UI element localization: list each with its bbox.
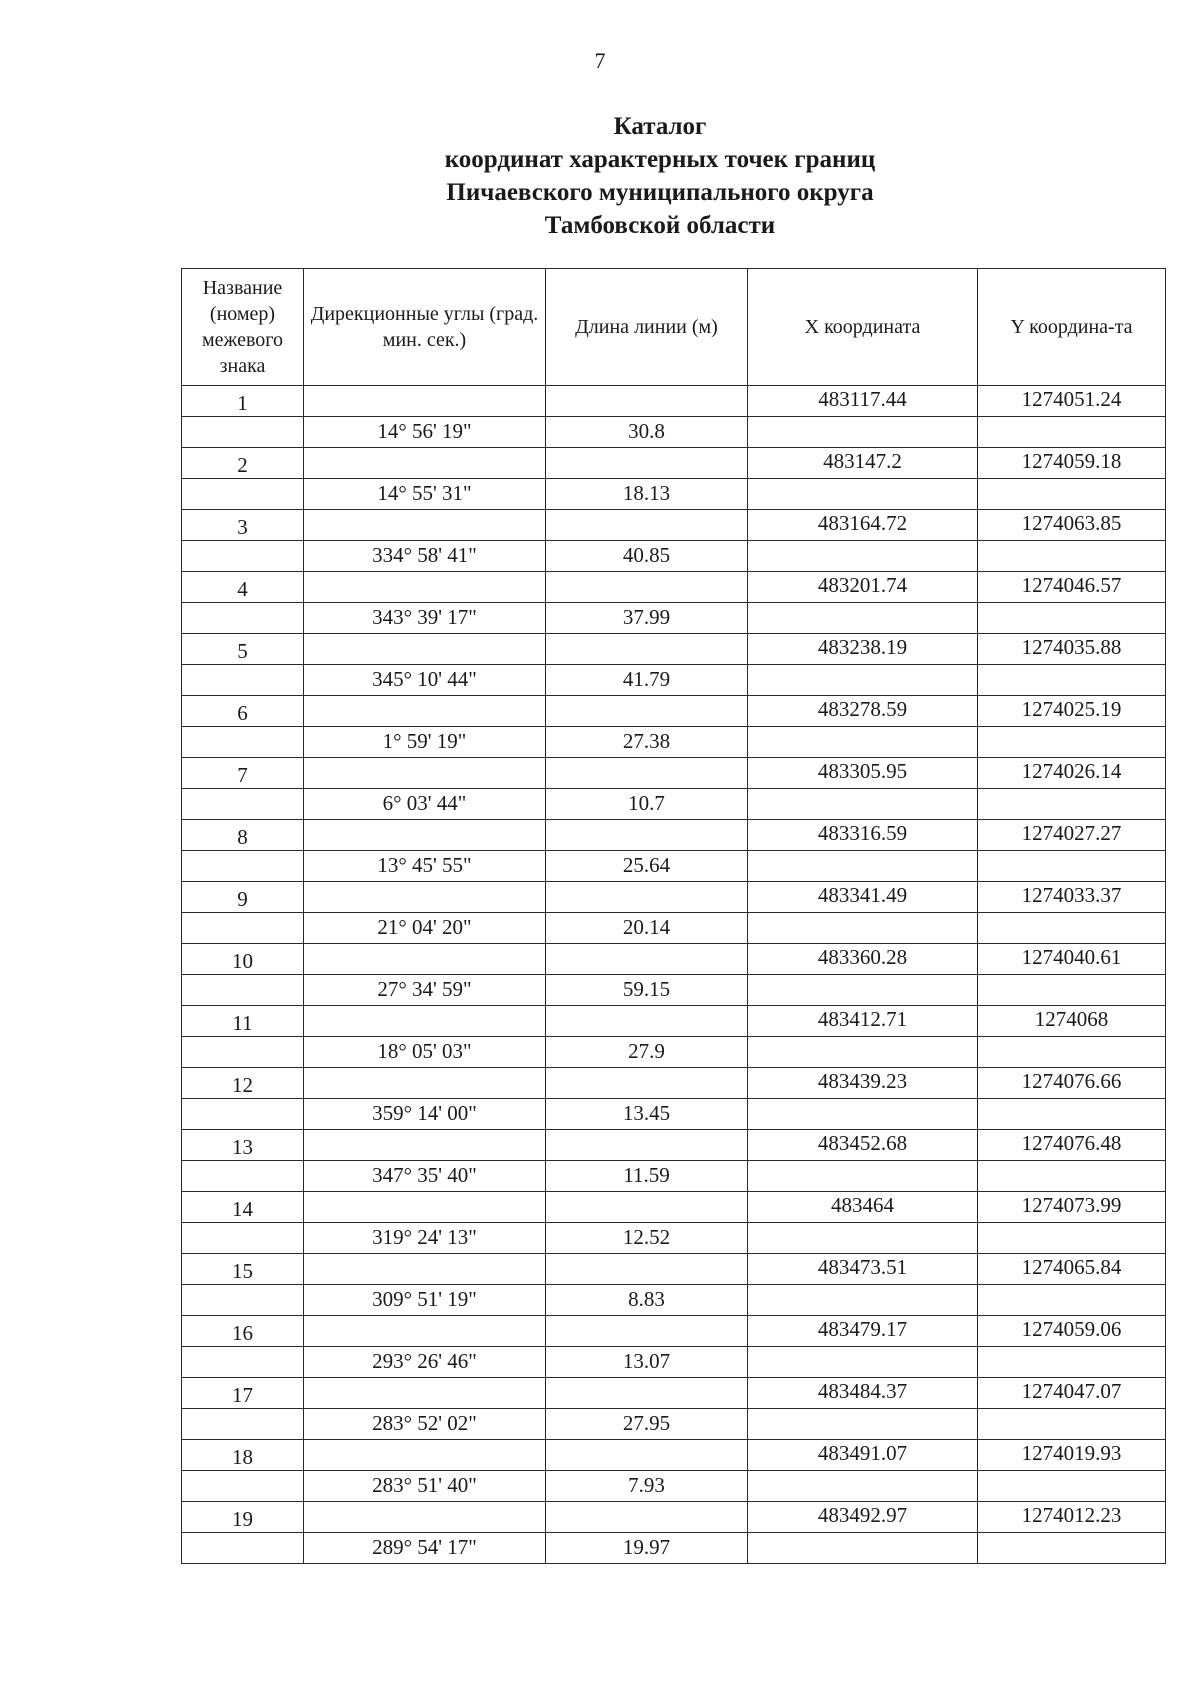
header-length: Длина линии (м) [546, 269, 748, 386]
line-length: 18.13 [546, 479, 748, 510]
direction-angle: 293° 26' 46" [304, 1347, 546, 1378]
empty-cell [182, 479, 304, 510]
line-length: 13.07 [546, 1347, 748, 1378]
line-length: 40.85 [546, 541, 748, 572]
empty-cell [748, 479, 978, 510]
direction-angle: 283° 51' 40" [304, 1471, 546, 1502]
direction-angle: 283° 52' 02" [304, 1409, 546, 1440]
empty-cell [304, 1006, 546, 1037]
empty-cell [978, 851, 1166, 882]
line-length: 30.8 [546, 417, 748, 448]
empty-cell [182, 603, 304, 634]
empty-cell [304, 1502, 546, 1533]
line-length: 11.59 [546, 1161, 748, 1192]
y-coordinate: 1274026.14 [978, 758, 1166, 789]
empty-cell [304, 696, 546, 727]
empty-cell [546, 1130, 748, 1161]
empty-cell [182, 1223, 304, 1254]
empty-cell [304, 758, 546, 789]
empty-cell [546, 1006, 748, 1037]
title-line-4: Тамбовской области [544, 212, 776, 239]
x-coordinate: 483473.51 [748, 1254, 978, 1285]
table-row [182, 448, 1166, 479]
empty-cell [182, 1347, 304, 1378]
empty-cell [978, 665, 1166, 696]
y-coordinate: 1274065.84 [978, 1254, 1166, 1285]
table-row [182, 1471, 1166, 1502]
empty-cell [748, 541, 978, 572]
empty-cell [978, 1223, 1166, 1254]
header-y: Y координа-та [978, 269, 1166, 386]
point-name: 1 [182, 386, 304, 417]
empty-cell [182, 975, 304, 1006]
x-coordinate: 483238.19 [748, 634, 978, 665]
table-row [182, 510, 1166, 541]
x-coordinate: 483305.95 [748, 758, 978, 789]
title-line-3: Пичаевского муниципального округа [446, 179, 874, 206]
point-name: 10 [182, 944, 304, 975]
point-name: 4 [182, 572, 304, 603]
empty-cell [978, 541, 1166, 572]
x-coordinate: 483360.28 [748, 944, 978, 975]
empty-cell [182, 1285, 304, 1316]
table-body [182, 386, 1166, 1564]
direction-angle: 21° 04' 20" [304, 913, 546, 944]
table-row [182, 1285, 1166, 1316]
y-coordinate: 1274040.61 [978, 944, 1166, 975]
x-coordinate: 483201.74 [748, 572, 978, 603]
y-coordinate: 1274019.93 [978, 1440, 1166, 1471]
page-number: 7 [594, 48, 606, 73]
table-row [182, 541, 1166, 572]
y-coordinate: 1274076.66 [978, 1068, 1166, 1099]
table-row [182, 913, 1166, 944]
table-row [182, 758, 1166, 789]
empty-cell [978, 1347, 1166, 1378]
y-coordinate: 1274012.23 [978, 1502, 1166, 1533]
point-name: 13 [182, 1130, 304, 1161]
empty-cell [304, 386, 546, 417]
title-line-1: Каталог [613, 113, 707, 140]
empty-cell [978, 975, 1166, 1006]
header-x: X координата [748, 269, 978, 386]
x-coordinate: 483278.59 [748, 696, 978, 727]
table-row [182, 603, 1166, 634]
table-row [182, 1192, 1166, 1223]
empty-cell [304, 1378, 546, 1409]
empty-cell [182, 1471, 304, 1502]
direction-angle: 18° 05' 03" [304, 1037, 546, 1068]
table-row [182, 944, 1166, 975]
table-row [182, 1099, 1166, 1130]
empty-cell [748, 665, 978, 696]
empty-cell [182, 665, 304, 696]
table-row [182, 1130, 1166, 1161]
empty-cell [546, 1254, 748, 1285]
line-length: 27.95 [546, 1409, 748, 1440]
empty-cell [546, 634, 748, 665]
empty-cell [546, 758, 748, 789]
point-name: 19 [182, 1502, 304, 1533]
table-row [182, 634, 1166, 665]
direction-angle: 13° 45' 55" [304, 851, 546, 882]
y-coordinate: 1274027.27 [978, 820, 1166, 851]
point-name: 17 [182, 1378, 304, 1409]
document-title [0, 110, 1200, 242]
direction-angle: 1° 59' 19" [304, 727, 546, 758]
x-coordinate: 483492.97 [748, 1502, 978, 1533]
y-coordinate: 1274033.37 [978, 882, 1166, 913]
empty-cell [748, 1409, 978, 1440]
y-coordinate: 1274076.48 [978, 1130, 1166, 1161]
direction-angle: 319° 24' 13" [304, 1223, 546, 1254]
empty-cell [182, 1099, 304, 1130]
table-row [182, 975, 1166, 1006]
direction-angle: 14° 55' 31" [304, 479, 546, 510]
empty-cell [978, 1533, 1166, 1564]
empty-cell [748, 1285, 978, 1316]
table-row [182, 1347, 1166, 1378]
table-row [182, 727, 1166, 758]
empty-cell [978, 479, 1166, 510]
empty-cell [304, 1068, 546, 1099]
coordinates-table [181, 268, 1166, 1564]
table-header-row [182, 269, 1166, 386]
direction-angle: 289° 54' 17" [304, 1533, 546, 1564]
empty-cell [748, 789, 978, 820]
empty-cell [182, 727, 304, 758]
table-row [182, 1409, 1166, 1440]
x-coordinate: 483464 [748, 1192, 978, 1223]
table-row [182, 665, 1166, 696]
y-coordinate: 1274059.18 [978, 448, 1166, 479]
empty-cell [978, 913, 1166, 944]
empty-cell [304, 1316, 546, 1347]
header-name: Название (номер) межевого знака [182, 269, 304, 386]
point-name: 14 [182, 1192, 304, 1223]
empty-cell [182, 1409, 304, 1440]
table-row [182, 1316, 1166, 1347]
empty-cell [978, 1037, 1166, 1068]
empty-cell [978, 789, 1166, 820]
point-name: 18 [182, 1440, 304, 1471]
y-coordinate: 1274051.24 [978, 386, 1166, 417]
table-row [182, 1378, 1166, 1409]
empty-cell [546, 386, 748, 417]
table-row [182, 386, 1166, 417]
empty-cell [748, 603, 978, 634]
point-name: 3 [182, 510, 304, 541]
point-name: 6 [182, 696, 304, 727]
table-row [182, 820, 1166, 851]
line-length: 59.15 [546, 975, 748, 1006]
empty-cell [978, 603, 1166, 634]
empty-cell [546, 1192, 748, 1223]
x-coordinate: 483341.49 [748, 882, 978, 913]
empty-cell [304, 820, 546, 851]
y-coordinate: 1274063.85 [978, 510, 1166, 541]
empty-cell [546, 1440, 748, 1471]
empty-cell [978, 1285, 1166, 1316]
line-length: 27.38 [546, 727, 748, 758]
point-name: 9 [182, 882, 304, 913]
empty-cell [748, 975, 978, 1006]
line-length: 41.79 [546, 665, 748, 696]
direction-angle: 359° 14' 00" [304, 1099, 546, 1130]
empty-cell [182, 789, 304, 820]
point-name: 2 [182, 448, 304, 479]
x-coordinate: 483484.37 [748, 1378, 978, 1409]
empty-cell [978, 1409, 1166, 1440]
line-length: 10.7 [546, 789, 748, 820]
direction-angle: 347° 35' 40" [304, 1161, 546, 1192]
y-coordinate: 1274046.57 [978, 572, 1166, 603]
empty-cell [304, 1254, 546, 1285]
empty-cell [546, 572, 748, 603]
empty-cell [748, 851, 978, 882]
direction-angle: 27° 34' 59" [304, 975, 546, 1006]
line-length: 27.9 [546, 1037, 748, 1068]
direction-angle: 345° 10' 44" [304, 665, 546, 696]
empty-cell [546, 1502, 748, 1533]
table-row [182, 1254, 1166, 1285]
direction-angle: 343° 39' 17" [304, 603, 546, 634]
empty-cell [546, 696, 748, 727]
direction-angle: 309° 51' 19" [304, 1285, 546, 1316]
x-coordinate: 483491.07 [748, 1440, 978, 1471]
y-coordinate: 1274035.88 [978, 634, 1166, 665]
point-name: 15 [182, 1254, 304, 1285]
line-length: 8.83 [546, 1285, 748, 1316]
table-row [182, 1068, 1166, 1099]
x-coordinate: 483439.23 [748, 1068, 978, 1099]
point-name: 12 [182, 1068, 304, 1099]
line-length: 13.45 [546, 1099, 748, 1130]
table-row [182, 417, 1166, 448]
line-length: 37.99 [546, 603, 748, 634]
line-length: 12.52 [546, 1223, 748, 1254]
y-coordinate: 1274068 [978, 1006, 1166, 1037]
table-row [182, 1440, 1166, 1471]
empty-cell [304, 1440, 546, 1471]
empty-cell [748, 1161, 978, 1192]
empty-cell [304, 1130, 546, 1161]
empty-cell [304, 510, 546, 541]
direction-angle: 6° 03' 44" [304, 789, 546, 820]
empty-cell [978, 727, 1166, 758]
table-row [182, 1037, 1166, 1068]
empty-cell [978, 417, 1166, 448]
x-coordinate: 483164.72 [748, 510, 978, 541]
header-angle: Дирекционные углы (град. мин. сек.) [304, 269, 546, 386]
empty-cell [546, 1378, 748, 1409]
empty-cell [546, 882, 748, 913]
table-row [182, 479, 1166, 510]
empty-cell [304, 944, 546, 975]
empty-cell [748, 1223, 978, 1254]
empty-cell [546, 1068, 748, 1099]
empty-cell [978, 1099, 1166, 1130]
empty-cell [546, 510, 748, 541]
empty-cell [546, 1316, 748, 1347]
empty-cell [182, 417, 304, 448]
x-coordinate: 483147.2 [748, 448, 978, 479]
empty-cell [748, 913, 978, 944]
empty-cell [182, 913, 304, 944]
title-line-2: координат характерных точек границ [444, 146, 876, 173]
line-length: 20.14 [546, 913, 748, 944]
empty-cell [748, 417, 978, 448]
table-row [182, 882, 1166, 913]
empty-cell [304, 448, 546, 479]
empty-cell [546, 820, 748, 851]
y-coordinate: 1274059.06 [978, 1316, 1166, 1347]
empty-cell [978, 1471, 1166, 1502]
table-row [182, 1533, 1166, 1564]
empty-cell [748, 1533, 978, 1564]
point-name: 11 [182, 1006, 304, 1037]
table-row [182, 1502, 1166, 1533]
empty-cell [748, 1099, 978, 1130]
x-coordinate: 483117.44 [748, 386, 978, 417]
table-row [182, 1223, 1166, 1254]
empty-cell [182, 1037, 304, 1068]
empty-cell [748, 1037, 978, 1068]
line-length: 19.97 [546, 1533, 748, 1564]
y-coordinate: 1274047.07 [978, 1378, 1166, 1409]
empty-cell [748, 1347, 978, 1378]
x-coordinate: 483412.71 [748, 1006, 978, 1037]
line-length: 7.93 [546, 1471, 748, 1502]
point-name: 8 [182, 820, 304, 851]
table-row [182, 789, 1166, 820]
direction-angle: 334° 58' 41" [304, 541, 546, 572]
empty-cell [182, 851, 304, 882]
x-coordinate: 483479.17 [748, 1316, 978, 1347]
empty-cell [304, 572, 546, 603]
empty-cell [182, 1161, 304, 1192]
y-coordinate: 1274025.19 [978, 696, 1166, 727]
table-row [182, 572, 1166, 603]
point-name: 7 [182, 758, 304, 789]
x-coordinate: 483316.59 [748, 820, 978, 851]
empty-cell [748, 1471, 978, 1502]
empty-cell [546, 448, 748, 479]
direction-angle: 14° 56' 19" [304, 417, 546, 448]
empty-cell [304, 882, 546, 913]
table-row [182, 851, 1166, 882]
empty-cell [182, 1533, 304, 1564]
empty-cell [546, 944, 748, 975]
empty-cell [748, 727, 978, 758]
table-row [182, 1161, 1166, 1192]
point-name: 5 [182, 634, 304, 665]
table-row [182, 1006, 1166, 1037]
point-name: 16 [182, 1316, 304, 1347]
empty-cell [182, 541, 304, 572]
empty-cell [978, 1161, 1166, 1192]
line-length: 25.64 [546, 851, 748, 882]
empty-cell [304, 1192, 546, 1223]
y-coordinate: 1274073.99 [978, 1192, 1166, 1223]
empty-cell [304, 634, 546, 665]
x-coordinate: 483452.68 [748, 1130, 978, 1161]
table-row [182, 696, 1166, 727]
